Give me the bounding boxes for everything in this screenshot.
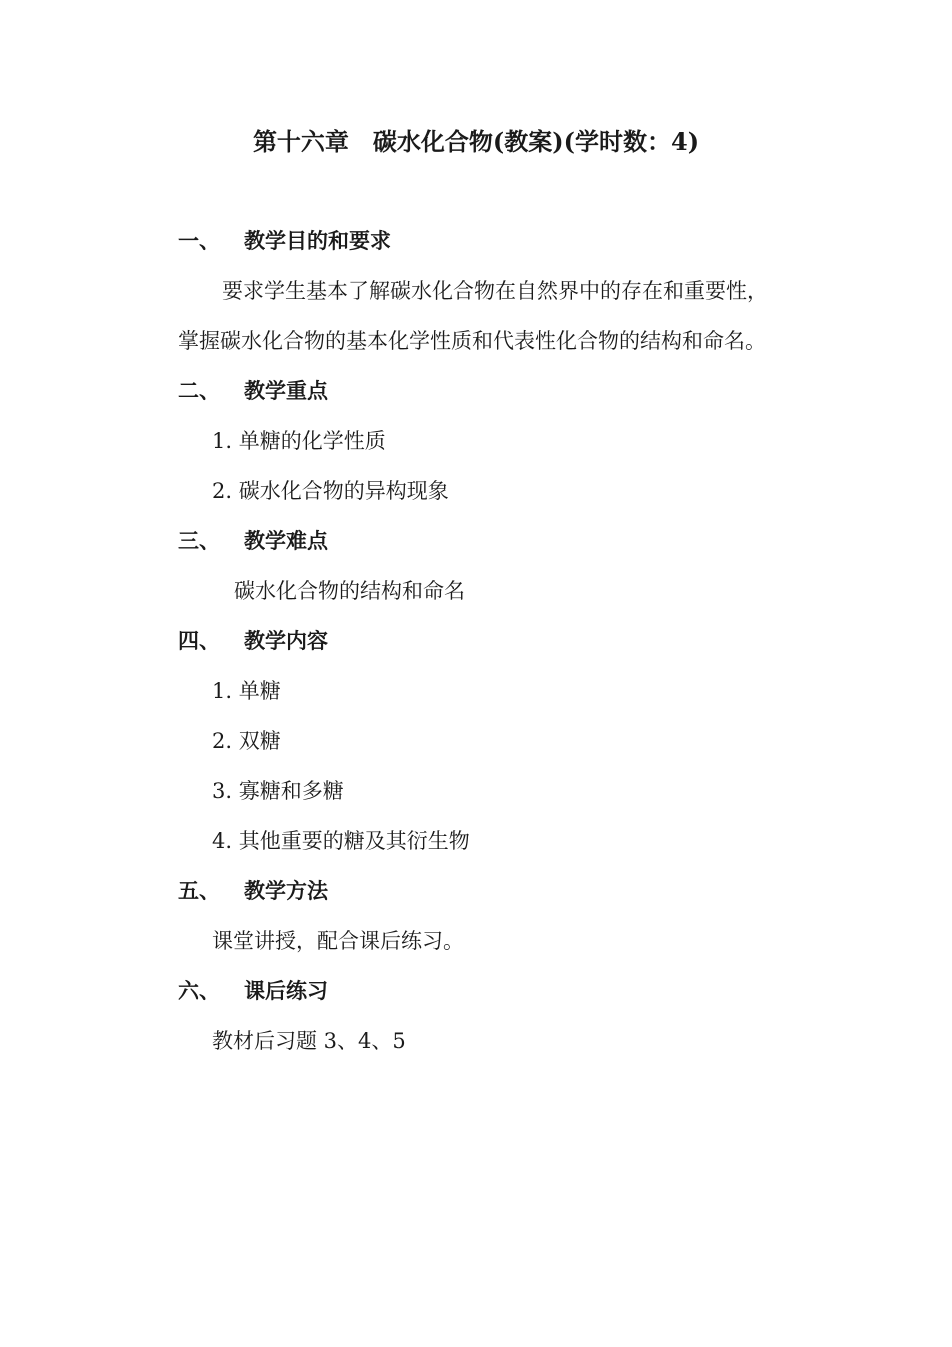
section-number: 一、 <box>178 228 220 253</box>
section-title: 教学难点 <box>244 528 328 553</box>
section-number: 五、 <box>178 878 220 903</box>
section-title: 教学方法 <box>244 878 328 903</box>
section-heading-1 <box>178 226 391 256</box>
section-number: 六、 <box>178 978 220 1003</box>
section-number: 二、 <box>178 378 220 403</box>
section-number: 四、 <box>178 628 220 653</box>
section-text: 教材后习题 3、4、5 <box>212 1029 406 1053</box>
page-title: 第十六章 碳水化合物(教案)(学时数：4) <box>252 127 700 156</box>
list-item: 3. 寡糖和多糖 <box>212 779 344 803</box>
section-heading-4 <box>178 626 328 656</box>
section-title: 教学内容 <box>244 628 328 653</box>
list-item: 2. 碳水化合物的异构现象 <box>212 479 449 503</box>
section-text: 碳水化合物的结构和命名 <box>234 579 465 603</box>
section-heading-6 <box>178 976 328 1006</box>
section-title: 教学目的和要求 <box>244 228 391 253</box>
section-heading-2 <box>178 376 328 406</box>
section-heading-3 <box>178 526 328 556</box>
list-item: 1. 单糖的化学性质 <box>212 429 386 453</box>
paragraph-line: 掌握碳水化合物的基本化学性质和代表性化合物的结构和命名。 <box>178 329 766 353</box>
paragraph-line: 要求学生基本了解碳水化合物在自然界中的存在和重要性， <box>222 279 768 303</box>
section-number: 三、 <box>178 528 220 553</box>
list-item: 1. 单糖 <box>212 679 281 703</box>
section-heading-5 <box>178 876 328 906</box>
section-text: 课堂讲授，配合课后练习。 <box>212 929 464 953</box>
list-item: 4. 其他重要的糖及其衍生物 <box>212 829 470 853</box>
section-title: 课后练习 <box>244 978 328 1003</box>
section-title: 教学重点 <box>244 378 328 403</box>
list-item: 2. 双糖 <box>212 729 281 753</box>
